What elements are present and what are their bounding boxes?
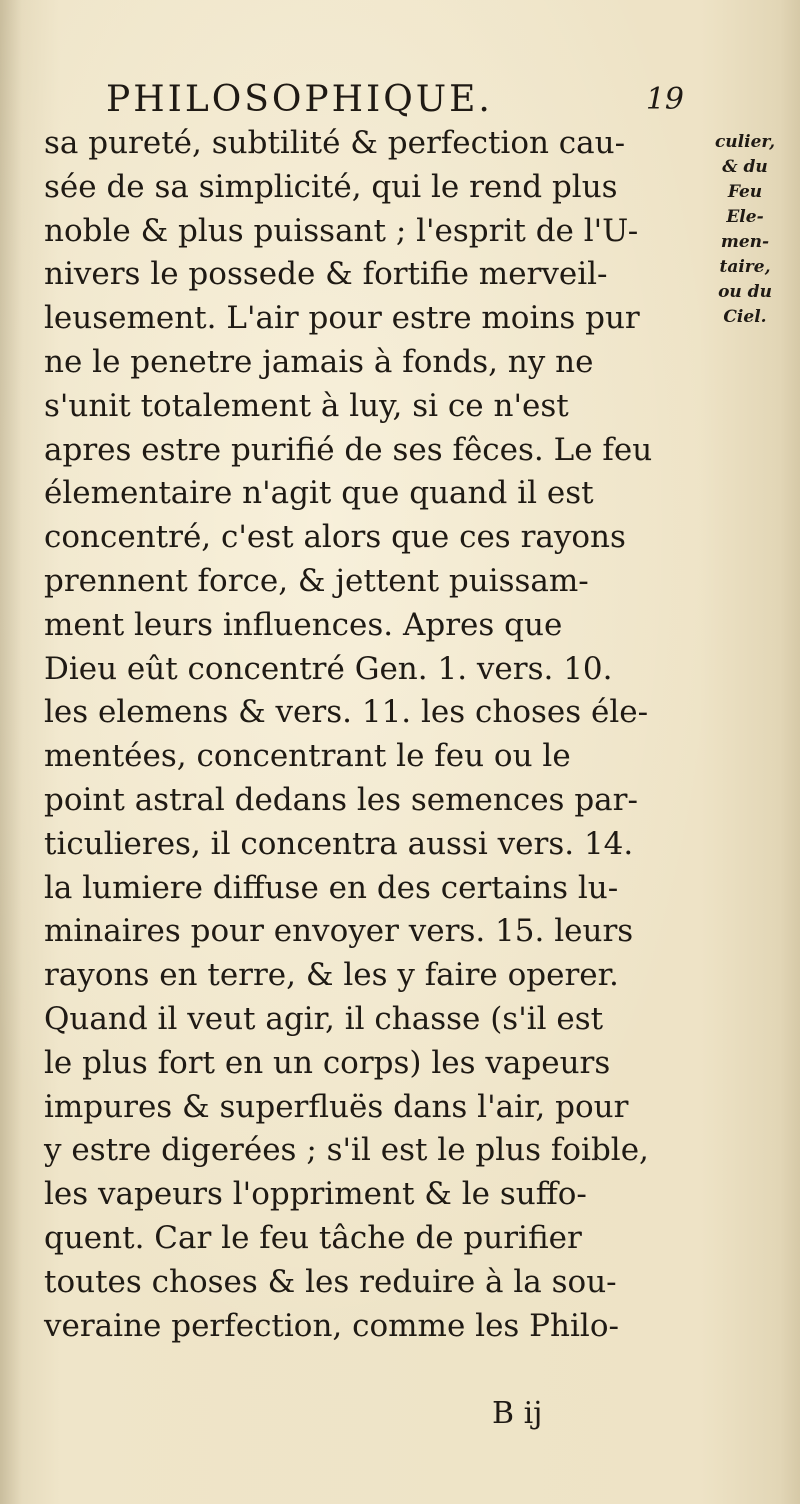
margin-note-line: Ele- [726,207,764,227]
text-line: concentré, c'est alors que ces rayons [44,519,626,556]
text-line: ne le penetre jamais à fonds, ny ne [44,343,594,380]
margin-note-line: & du [722,157,768,177]
text-line: toutes choses & les reduire à la sou- [44,1263,617,1300]
text-line: minaires pour envoyer vers. 15. leurs [44,913,634,950]
page-number: 19 [645,82,684,117]
text-line: la lumiere diffuse en des certains lu- [44,869,619,906]
text-line: quent. Car le feu tâche de purifier [44,1219,582,1256]
text-line: nivers le possede & fortifie merveil- [44,256,608,293]
text-line: les vapeurs l'oppriment & le suffo- [44,1176,587,1213]
text-line: veraine perfection, comme les Philo- [44,1307,619,1344]
text-line: point astral dedans les semences par- [44,781,638,818]
running-head: PHILOSOPHIQUE. [106,79,493,120]
text-line: rayons en terre, & les y faire operer. [44,957,619,994]
text-line: Dieu eût concentré Gen. 1. vers. 10. [44,650,613,687]
text-line: s'unit totalement à luy, si ce n'est [44,387,569,424]
text-line: sa pureté, subtilité & perfection cau- [44,125,626,161]
margin-note [700,130,790,330]
margin-note-line: taire, [719,257,771,277]
body-text [44,122,686,1348]
text-line: mentées, concentrant le feu ou le [44,738,571,775]
text-line: y estre digerées ; s'il est le plus foible, [44,1132,649,1169]
text-line: élementaire n'agit que quand il est [44,475,594,512]
text-line: les elemens & vers. 11. les choses éle- [44,694,649,731]
margin-note-line: culier, [714,132,776,152]
margin-note-line: Ciel. [723,307,767,327]
text-line: Quand il veut agir, il chasse (s'il est [44,1000,604,1037]
margin-note-line: Feu [727,182,763,202]
signature-mark: B ij [492,1396,543,1431]
margin-note-line: men- [720,232,770,252]
text-line: le plus fort en un corps) les vapeurs [44,1044,611,1081]
text-line: leusement. L'air pour estre moins pur [44,300,640,337]
page-header [106,78,706,122]
text-line: sée de sa simplicité, qui le rend plus [44,168,618,205]
margin-note-line: ou du [718,282,772,302]
text-line: noble & plus puissant ; l'esprit de l'U- [44,212,639,249]
text-line: ment leurs influences. Apres que [44,606,563,643]
text-line: prennent force, & jettent puissam- [44,562,589,599]
text-line: apres estre purifié de ses fêces. Le feu [44,431,653,468]
text-line: impures & superfluës dans l'air, pour [44,1088,629,1125]
text-line: ticulieres, il concentra aussi vers. 14. [44,825,634,862]
